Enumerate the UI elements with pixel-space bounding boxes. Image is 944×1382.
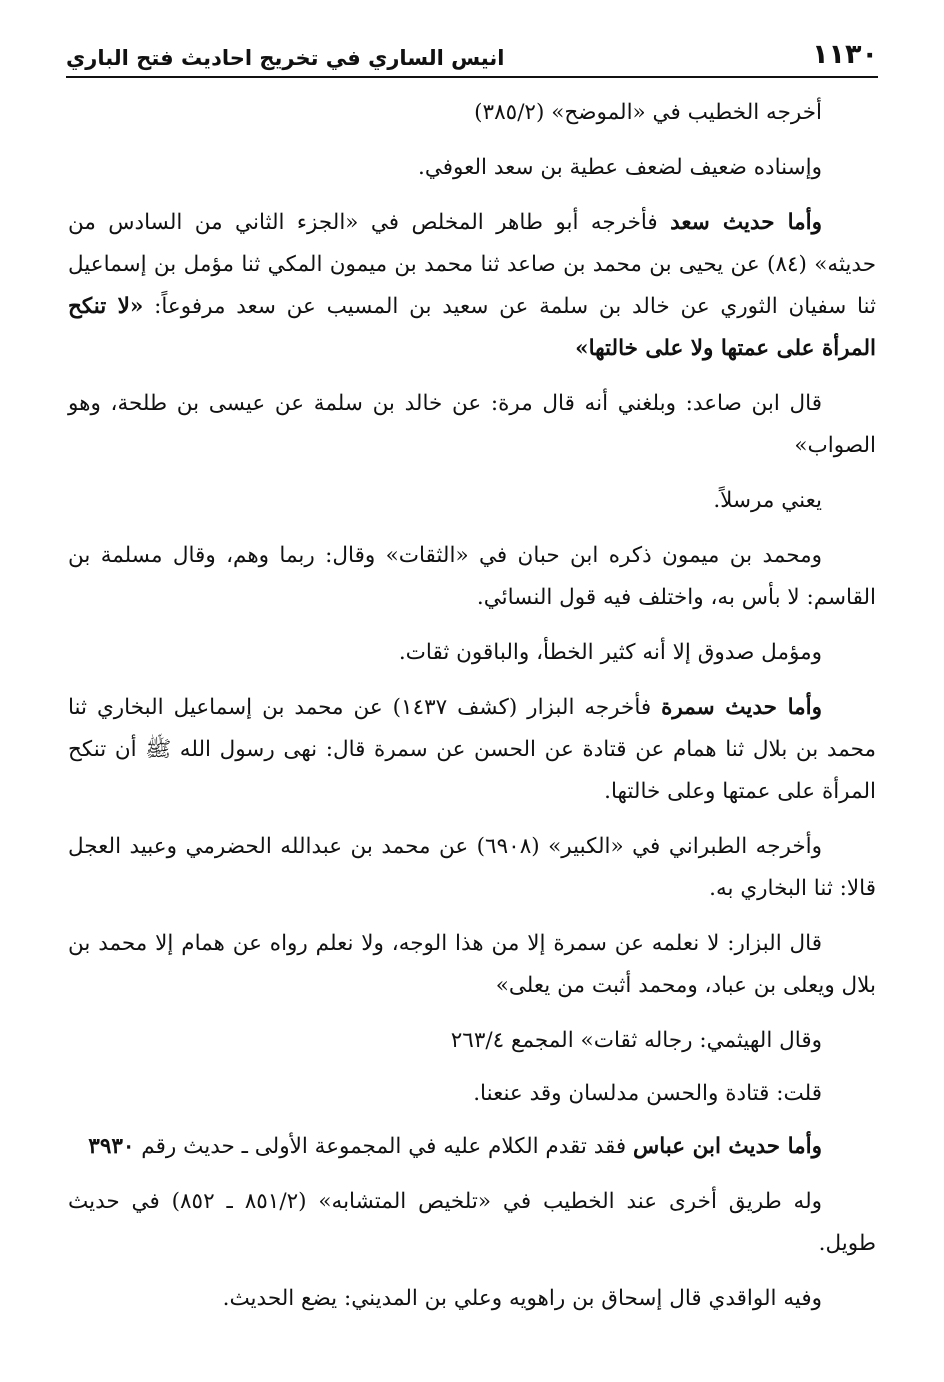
paragraph	[68, 1181, 876, 1265]
paragraph	[68, 383, 876, 467]
paragraph	[68, 147, 876, 189]
paragraph-text: فأخرجه البزار (كشف ١٤٣٧) عن محمد بن إسماعيل البخاري ثنا محمد بن بلال ثنا همام عن قتادة عن الحسن عن سمرة قال: نهى رسول الله ﷺ أن تنكح المرأة على عمتها وعلى خالتها.	[68, 695, 876, 804]
paragraph-text: قال ابن صاعد: وبلغني أنه قال مرة: عن خالد بن سلمة عن عيسى بن طلحة، وهو الصواب»	[68, 391, 876, 458]
paragraph-text: وفيه الواقدي قال إسحاق بن راهويه وعلي بن المديني: يضع الحديث.	[222, 1286, 822, 1311]
page-header	[66, 30, 878, 78]
paragraph	[68, 202, 876, 370]
paragraph-text: ومؤمل صدوق إلا أنه كثير الخطأ، والباقون ثقات.	[398, 640, 822, 665]
paragraph-text: فقد تقدم الكلام عليه في المجموعة الأولى ـ حديث رقم	[134, 1134, 633, 1159]
section-lead: وأما حديث سمرة	[661, 695, 822, 720]
paragraph-text: يعني مرسلاً.	[713, 488, 822, 513]
hadith-number: ٣٩٣٠	[88, 1134, 135, 1159]
paragraph	[68, 1073, 876, 1115]
paragraph-text: قال البزار: لا نعلمه عن سمرة إلا من هذا الوجه، ولا نعلم رواه عن همام إلا محمد بن بلال ويعلى بن عباد، ومحمد أثبت من يعلى»	[68, 931, 876, 998]
paragraph	[68, 923, 876, 1007]
paragraph	[68, 687, 876, 813]
hadith-quote: «لا تنكح المرأة على عمتها ولا على خالتها»	[68, 294, 876, 361]
paragraph	[68, 1278, 876, 1320]
paragraph-text: وله طريق أخرى عند الخطيب في «تلخيص المتشابه» (٨٥١/٢ ـ ٨٥٢) في حديث طويل.	[68, 1189, 876, 1256]
running-title: انيس الساري في تخريج احاديث فتح الباري	[66, 46, 505, 70]
paragraph-text: وأخرجه الطبراني في «الكبير» (٦٩٠٨) عن محمد بن عبدالله الحضرمي وعبيد العجل قالا: ثنا البخاري به.	[68, 834, 876, 901]
paragraph-text: قلت: قتادة والحسن مدلسان وقد عنعنا.	[473, 1081, 822, 1106]
page-number: ١١٣٠	[812, 39, 878, 70]
paragraph	[68, 535, 876, 619]
paragraph	[68, 1020, 876, 1062]
paragraph-text: وإسناده ضعيف لضعف عطية بن سعد العوفي.	[418, 155, 822, 180]
paragraph-text: فأخرجه أبو طاهر المخلص في «الجزء الثاني من السادس من حديثه» (٨٤) عن يحيى بن محمد بن صاعد ثنا محمد بن ميمون المكي ثنا مؤمل بن إسماعيل ثنا سفيان الثوري عن خالد بن سلمة عن سعيد بن المسيب عن سعد مرفوعاً:	[68, 210, 876, 319]
section-lead: وأما حديث ابن عباس	[633, 1134, 822, 1159]
paragraph-text: وقال الهيثمي: رجاله ثقات» المجمع ٢٦٣/٤	[450, 1028, 822, 1053]
section-lead: وأما حديث سعد	[670, 210, 822, 235]
paragraph	[68, 632, 876, 674]
paragraph	[68, 92, 876, 134]
paragraph	[68, 826, 876, 910]
paragraph-text: أخرجه الخطيب في «الموضح» (٣٨٥/٢)	[474, 100, 822, 125]
paragraph	[68, 1126, 876, 1168]
page-body	[68, 92, 876, 1333]
paragraph	[68, 480, 876, 522]
paragraph-text: ومحمد بن ميمون ذكره ابن حبان في «الثقات» وقال: ربما وهم، وقال مسلمة بن القاسم: لا بأس به، واختلف فيه قول النسائي.	[68, 543, 876, 610]
